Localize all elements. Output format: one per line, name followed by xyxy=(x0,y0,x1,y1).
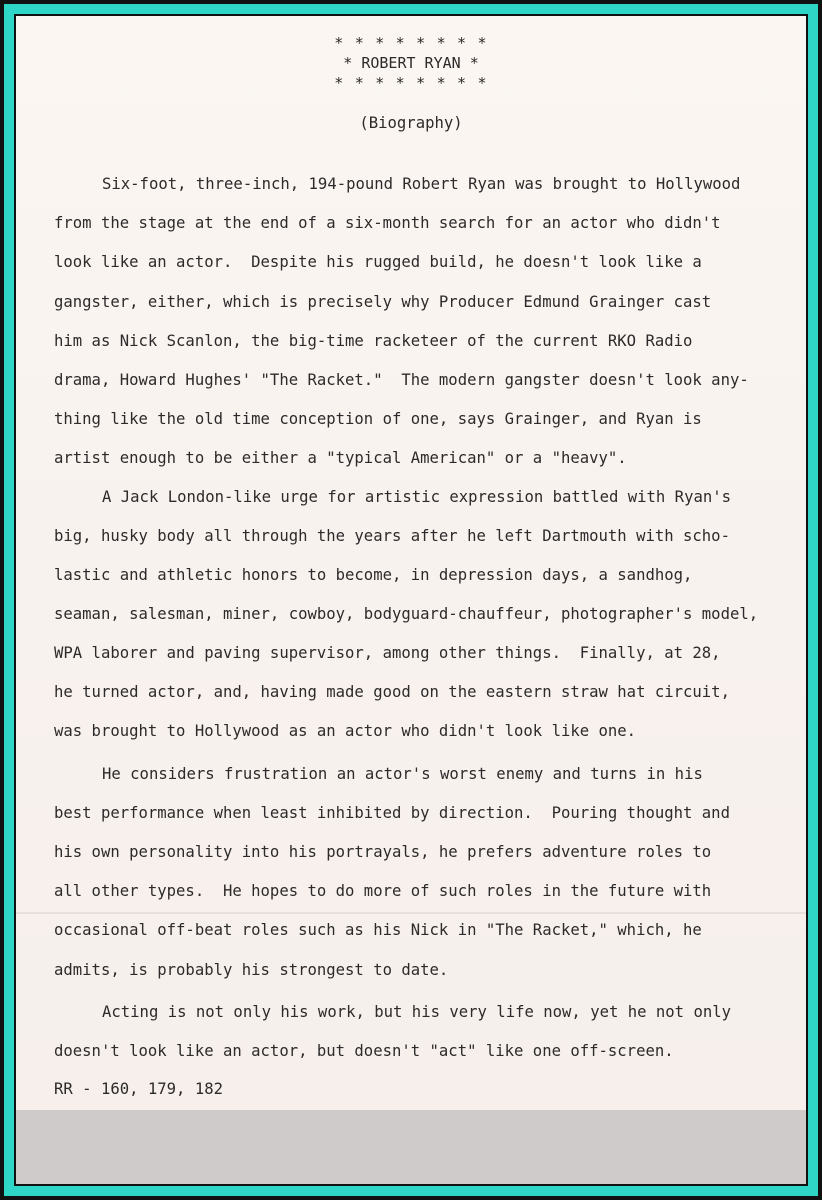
paragraph-line: was brought to Hollywood as an actor who didn't look like one. xyxy=(54,722,637,740)
bottom-background xyxy=(16,1110,806,1184)
decorative-stars-bottom: * * * * * * * * xyxy=(334,74,488,92)
paragraph-line: he turned actor, and, having made good on the eastern straw hat circuit, xyxy=(54,683,730,701)
paragraph-line: drama, Howard Hughes' "The Racket." The modern gangster doesn't look any- xyxy=(54,371,749,389)
paragraph-line: A Jack London-like urge for artistic expression battled with Ryan's xyxy=(102,488,732,506)
paragraph-line: thing like the old time conception of one, says Grainger, and Ryan is xyxy=(54,410,702,428)
paragraph-line: admits, is probably his strongest to date. xyxy=(54,961,449,979)
paragraph-line: best performance when least inhibited by direction. Pouring thought and xyxy=(54,804,730,822)
paragraph-line: gangster, either, which is precisely why Producer Edmund Grainger cast xyxy=(54,293,712,311)
paragraph-line: his own personality into his portrayals, he prefers adventure roles to xyxy=(54,843,712,861)
paragraph-line: from the stage at the end of a six-month search for an actor who didn't xyxy=(54,214,721,232)
paragraph-line: him as Nick Scanlon, the big-time racketeer of the current RKO Radio xyxy=(54,332,693,350)
paragraph-line: big, husky body all through the years after he left Dartmouth with scho- xyxy=(54,527,730,545)
paragraph-line: He considers frustration an actor's worst enemy and turns in his xyxy=(102,765,703,783)
paper-fold-line xyxy=(16,912,806,914)
paragraph-line: Acting is not only his work, but his very life now, yet he not only xyxy=(102,1003,732,1021)
reference-numbers: RR - 160, 179, 182 xyxy=(54,1080,223,1098)
paragraph-line: artist enough to be either a "typical American" or a "heavy". xyxy=(54,449,627,467)
paragraph-line: lastic and athletic honors to become, in depression days, a sandhog, xyxy=(54,566,693,584)
paragraph-line: occasional off-beat roles such as his Nick in "The Racket," which, he xyxy=(54,921,702,939)
paragraph-line: all other types. He hopes to do more of such roles in the future with xyxy=(54,882,712,900)
paragraph-line: look like an actor. Despite his rugged build, he doesn't look like a xyxy=(54,253,702,271)
document-title: * ROBERT RYAN * xyxy=(343,54,479,72)
paragraph-line: seaman, salesman, miner, cowboy, bodyguard-chauffeur, photographer's model, xyxy=(54,605,759,623)
paragraph-line: Six-foot, three-inch, 194-pound Robert Ryan was brought to Hollywood xyxy=(102,175,741,193)
paragraph-line: WPA laborer and paving supervisor, among other things. Finally, at 28, xyxy=(54,644,721,662)
document-subtitle: (Biography) xyxy=(359,114,463,132)
decorative-stars-top: * * * * * * * * xyxy=(334,34,488,52)
paragraph-line: doesn't look like an actor, but doesn't "act" like one off-screen. xyxy=(54,1042,674,1060)
